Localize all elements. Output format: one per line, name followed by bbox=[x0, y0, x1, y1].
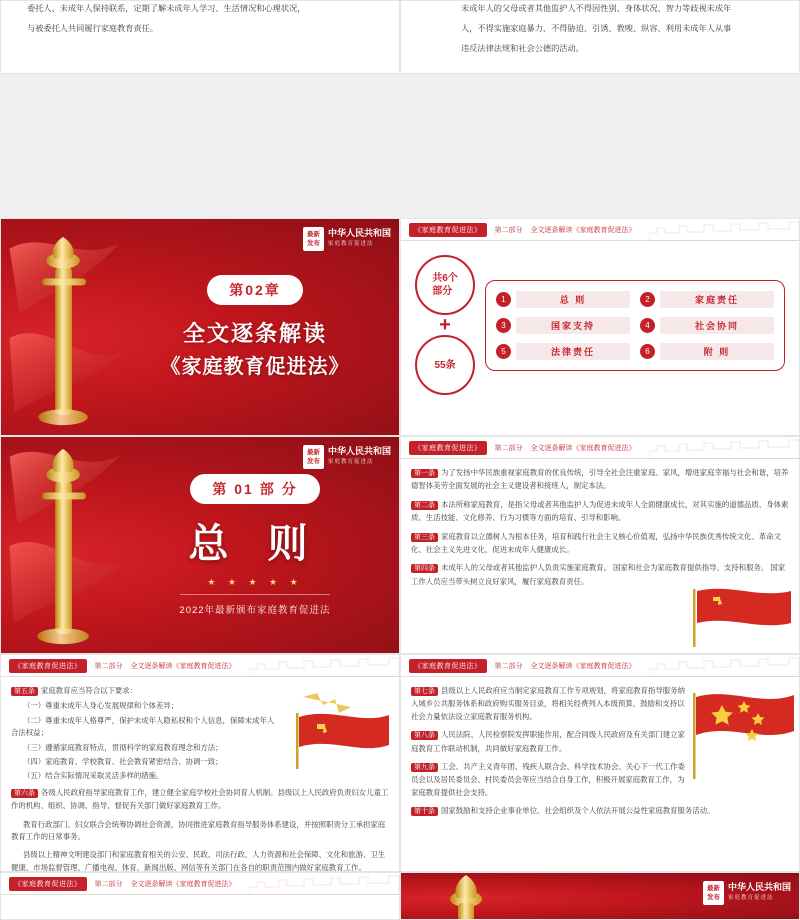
chapter-title-line1: 全文逐条解读 bbox=[182, 321, 327, 346]
part-item[interactable] bbox=[640, 291, 774, 308]
article-item bbox=[11, 770, 281, 782]
part-label: 社会协同 bbox=[660, 317, 774, 334]
header-title: 全文逐条解读《家庭教育促进法》 bbox=[530, 662, 636, 670]
paragraph: 人，不得实施家庭暴力，不得胁迫、引诱、教唆、纵容、利用未成年人从事 bbox=[461, 24, 732, 33]
great-wall-decor-icon bbox=[649, 655, 799, 677]
plus-sign: + bbox=[439, 314, 451, 336]
divider bbox=[180, 594, 330, 595]
article-item bbox=[11, 742, 281, 754]
article-text: 县级以上人民政府应当制定家庭教育工作专项规划，将家庭教育指导服务纳入城乡公共服务体系和政府购买服务目录，将相关经费列入本级预算，鼓励和支持以社会力量依法设立家庭教育服务机构。 bbox=[411, 686, 685, 721]
article-item bbox=[411, 729, 691, 755]
great-wall-decor-icon bbox=[649, 219, 799, 241]
article-text: 家庭教育以立德树人为根本任务，培育和践行社会主义核心价值观，弘扬中华民族优秀传统文化、革命文化、社会主义先进文化，促进未成年人健康成长。 bbox=[411, 531, 781, 555]
part-number: 2 bbox=[640, 292, 655, 307]
badge-new: 最新 发布 bbox=[303, 227, 324, 251]
cut-right-body bbox=[401, 1, 799, 57]
parts-count-circle: 共6个 部分 bbox=[415, 255, 475, 315]
great-wall-decor-icon bbox=[249, 655, 399, 677]
article-label: 第五条 bbox=[11, 687, 38, 696]
part-number: 5 bbox=[496, 344, 511, 359]
parts-grid bbox=[485, 280, 785, 371]
article-item bbox=[11, 715, 281, 740]
badge-org: 中华人民共和国 家庭教育促进法 bbox=[727, 882, 791, 901]
article-text: 未成年人的父母或者其他监护人负责实施家庭教育。 国家和社会为家庭教育提供指导、支持和服务。 国家工作人员应当带头树立良好家风，履行家庭教育责任。 bbox=[411, 563, 786, 586]
badge-new: 最新 发布 bbox=[303, 445, 324, 469]
article-item bbox=[411, 499, 789, 525]
part-item[interactable] bbox=[640, 343, 774, 360]
great-wall-decor-icon bbox=[649, 437, 799, 459]
article-label: 第八条 bbox=[411, 731, 438, 740]
slide-header bbox=[1, 873, 399, 895]
part-number: 1 bbox=[496, 292, 511, 307]
header-title: 全文逐条解读《家庭教育促进法》 bbox=[130, 662, 236, 670]
part-item[interactable] bbox=[496, 291, 630, 308]
slide-bottom-right[interactable] bbox=[400, 872, 800, 920]
slide-structure bbox=[400, 218, 800, 436]
paragraph: 委托人、未成年人保持联系，定期了解未成年人学习、生活情况和心理状况， bbox=[27, 4, 306, 13]
chapter-title-line2: 《家庭教育促进法》 bbox=[160, 356, 350, 378]
paragraph: 未成年人的父母或者其他监护人不得因性别、身体状况、智力等歧视未成年 bbox=[461, 4, 732, 13]
slide-articles-3 bbox=[400, 654, 800, 872]
article-label: 第九条 bbox=[411, 763, 438, 772]
article-text: （五）结合实际情况采取灵活多样的措施。 bbox=[23, 771, 164, 781]
part-number-pill: 第 01 部 分 bbox=[190, 474, 319, 504]
part-label: 法律责任 bbox=[516, 343, 630, 360]
article-label: 第十条 bbox=[411, 807, 438, 816]
paragraph: 违反法律法规和社会公德的活动。 bbox=[461, 44, 584, 53]
slide-chapter-cover[interactable] bbox=[0, 218, 400, 436]
chapter-number: 第02章 bbox=[207, 275, 303, 305]
article-label: 第三条 bbox=[411, 533, 438, 542]
articles-body bbox=[1, 677, 389, 872]
stars-decor: ★ ★ ★ ★ ★ bbox=[207, 577, 303, 587]
article-text: 教育行政部门、妇女联合会统筹协调社会资源，协同推进家庭教育指导服务体系建设，并按照职责分工承担家庭教育工作的日常事务。 bbox=[11, 819, 386, 842]
cut-left-body bbox=[1, 1, 399, 37]
slide-cut-right bbox=[400, 0, 800, 74]
header-tag: 《家庭教育促进法》 bbox=[409, 441, 487, 455]
badge-org: 中华人民共和国 家庭教育促进法 bbox=[327, 446, 391, 465]
huabiao-pillar-icon bbox=[9, 437, 129, 653]
article-text: （一）尊重未成年人身心发展规律和个体差异； bbox=[23, 701, 179, 711]
article-text: 家庭教育应当符合以下要求： bbox=[41, 686, 138, 695]
article-text: （四）家庭教育、学校教育、社会教育紧密结合、协调一致； bbox=[23, 757, 223, 767]
header-title: 全文逐条解读《家庭教育促进法》 bbox=[130, 880, 236, 888]
publish-badge bbox=[703, 881, 791, 905]
part-label: 家庭责任 bbox=[660, 291, 774, 308]
article-text: （二）尊重未成年人格尊严，保护未成年人隐私权和个人信息，保障未成年人合法权益； bbox=[11, 715, 275, 738]
great-wall-decor-icon bbox=[249, 873, 399, 895]
article-text: 本法所称家庭教育，是指父母或者其他监护人为促进未成年人全面健康成长，对其实施的道德品质、身体素质、生活技能、文化修养、行为习惯等方面的培育、引导和影响。 bbox=[411, 499, 789, 523]
huabiao-pillar-icon bbox=[421, 873, 511, 920]
article-item bbox=[11, 756, 281, 768]
article-text: 各级人民政府指导家庭教育工作，建立健全家庭学校社会协同育人机制。县级以上人民政府负责妇女儿童工作的机构、组织、协调、指导、督促有关部门做好家庭教育工作。 bbox=[11, 787, 389, 811]
header-title: 全文逐条解读《家庭教育促进法》 bbox=[530, 226, 636, 234]
header-section: 第二部分 bbox=[494, 662, 523, 670]
part-label: 附 则 bbox=[660, 343, 774, 360]
articles-body bbox=[401, 677, 715, 831]
slide-articles-1 bbox=[400, 436, 800, 654]
badge-new: 最新 发布 bbox=[703, 881, 724, 905]
articles-body bbox=[401, 459, 799, 600]
slide-part-cover[interactable] bbox=[0, 436, 400, 654]
chapter-center bbox=[121, 219, 389, 435]
slide-header bbox=[401, 437, 799, 459]
part-number: 4 bbox=[640, 318, 655, 333]
article-text: 为了发扬中华民族重视家庭教育的优良传统，引导全社会注重家庭、家风，增进家庭幸福与社会和谐，培养德智体美劳全面发展的社会主义建设者和接班人，制定本法。 bbox=[411, 468, 789, 491]
part-item[interactable] bbox=[496, 343, 630, 360]
article-text: 国家鼓励和支持企业事业单位、社会组织及个人依法开展公益性家庭教育服务活动。 bbox=[441, 806, 715, 816]
header-tag: 《家庭教育促进法》 bbox=[9, 659, 87, 673]
part-number: 6 bbox=[640, 344, 655, 359]
huabiao-pillar-icon bbox=[9, 219, 129, 435]
article-item bbox=[11, 849, 391, 872]
article-item bbox=[411, 805, 789, 818]
header-section: 第二部分 bbox=[94, 662, 123, 670]
header-section: 第二部分 bbox=[494, 444, 523, 452]
articles-count-circle: 55条 bbox=[415, 335, 475, 395]
article-item bbox=[411, 562, 789, 588]
part-title: 总 则 bbox=[188, 522, 322, 566]
article-label: 第六条 bbox=[11, 789, 38, 798]
article-text: 工会、共产主义青年团、残疾人联合会、科学技术协会、关心下一代工作委员会以及居民委员会、村民委员会等应当结合自身工作，积极开展家庭教育工作，为家庭教育提供社会支持。 bbox=[411, 762, 685, 797]
header-section: 第二部分 bbox=[494, 226, 523, 234]
slide-header bbox=[401, 655, 799, 677]
article-label: 第一条 bbox=[411, 469, 438, 478]
slide-bottom-left bbox=[0, 872, 400, 920]
header-title: 全文逐条解读《家庭教育促进法》 bbox=[530, 444, 636, 452]
part-item[interactable] bbox=[640, 317, 774, 334]
paragraph: 与被委托人共同履行家庭教育责任。 bbox=[27, 24, 159, 33]
header-tag: 《家庭教育促进法》 bbox=[409, 659, 487, 673]
slide-header bbox=[1, 655, 399, 677]
article-item bbox=[411, 685, 691, 723]
structure-body bbox=[401, 241, 799, 395]
article-item bbox=[411, 761, 691, 799]
header-tag: 《家庭教育促进法》 bbox=[9, 877, 87, 891]
part-center bbox=[121, 437, 389, 653]
header-section: 第二部分 bbox=[94, 880, 123, 888]
slide-articles-2 bbox=[0, 654, 400, 872]
badge-org: 中华人民共和国 家庭教育促进法 bbox=[327, 228, 391, 247]
article-text: 县级以上精神文明建设部门和家庭教育相关的公安、民政、司法行政、人力资源和社会保障、文化和旅游、卫生健康、市场监督管理、广播电视、体育、新闻出版、网信等有关部门在各自的职责范围内做好家庭教育工作。 bbox=[11, 850, 386, 872]
article-item bbox=[11, 819, 391, 844]
part-number: 3 bbox=[496, 318, 511, 333]
party-flag-and-rays-icon bbox=[283, 691, 393, 771]
article-item bbox=[411, 531, 789, 557]
article-item bbox=[11, 685, 281, 698]
article-item bbox=[411, 467, 789, 493]
structure-summary bbox=[415, 255, 475, 395]
part-item[interactable] bbox=[496, 317, 630, 334]
part-label: 国家支持 bbox=[516, 317, 630, 334]
article-text: 人民法院、人民检察院发挥职能作用，配合同级人民政府及有关部门建立家庭教育工作联动机制，共同做好家庭教育工作。 bbox=[411, 730, 685, 753]
slide-header bbox=[401, 219, 799, 241]
slide-cut-left bbox=[0, 0, 400, 74]
article-label: 第四条 bbox=[411, 564, 438, 573]
article-item bbox=[11, 700, 281, 712]
article-text: （三）遵循家庭教育特点，贯彻科学的家庭教育理念和方法； bbox=[23, 742, 223, 752]
part-label: 总 则 bbox=[516, 291, 630, 308]
article-label: 第七条 bbox=[411, 687, 438, 696]
header-tag: 《家庭教育促进法》 bbox=[409, 223, 487, 237]
article-label: 第二条 bbox=[411, 501, 438, 510]
part-subtitle: 2022年最新颁布家庭教育促进法 bbox=[179, 605, 331, 616]
